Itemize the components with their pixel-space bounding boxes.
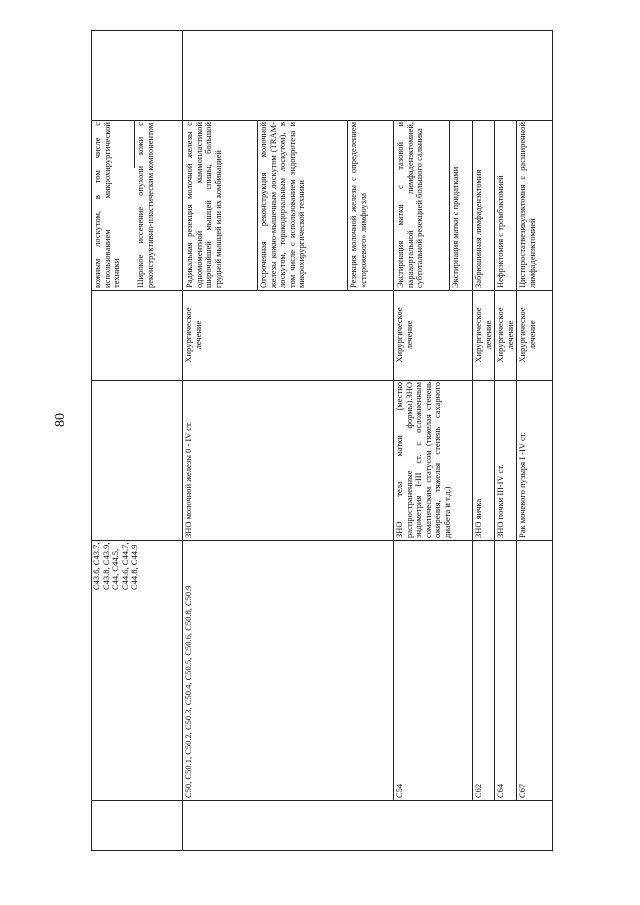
diagnosis-cell-c62: ЗНО яичка (473, 498, 483, 538)
page-number: 80 (53, 413, 68, 427)
codes-cell-c64: C64 (495, 783, 505, 798)
diagnosis-cell-c54: ЗНО тела матки (местно распространенные формы).ЗНО эндометрия I-III ст. с осложненным соматическим статусом (тяжелая степень ожирения, тяжелая степень сахарного диабета и т.д.) (394, 382, 452, 538)
diagnosis-cell-c50: ЗНО молочной железы 0 - IV ст. (183, 421, 193, 538)
method-cell-c54-2: Экстирпация матки с придатками (450, 166, 460, 288)
method-cell-c62: Забрюшинная лимфаденэктомия (473, 169, 483, 288)
method-cell-c50-2: Отсроченная реконструкция молочной железы кожно-мышечным лоскутом (TRAM-лоскутом, торакодорзальным лоскутом), в том числе с использованием эндопротеза и микрохирургической техники (258, 122, 306, 288)
method-cell-top-1: кожным лоскутом, в том числе с использованием микрохирургической техники (92, 122, 121, 288)
method-cell-c67: Цистпростатвезикулэктомия с расширенной лимфаденэктомией (517, 122, 537, 288)
treatment-cell-c62: Хирургическое лечение (473, 307, 493, 363)
codes-cell-c62: C62 (473, 783, 483, 798)
codes-cell-c67: C67 (517, 783, 527, 798)
method-cell-top-2: Широкое иссечение опухоли кожи с реконструктивно-пластическим компонентом (135, 122, 155, 288)
method-cell-c54-1: Экстирпация матки с тазовой и парааортальной лимфаденэктомией, субтотальной резекцией большого сальника (395, 122, 424, 288)
treatment-cell-c64: Хирургическое лечение (495, 307, 515, 363)
method-cell-c64: Нефрэктомия с тромбэктомией (495, 175, 505, 288)
method-cell-c50-1: Радикальная резекция молочной железы с одномоментной маммопластикой широчайшей мышцей спины, большой грудной мышцей или их комбинацией (184, 122, 223, 288)
codes-cell-c50: C50, C50.1, C50.2, C50.3, C50.4, C50.5, C50.6, C50.8, C50.9 (183, 585, 193, 798)
diagnosis-cell-c64: ЗНО почки III-IV ст. (495, 464, 505, 538)
treatment-cell-c54: Хирургическое лечение (394, 307, 414, 363)
treatment-cell-c67: Хирургическое лечение (517, 307, 537, 363)
method-cell-c50-3: Резекция молочной железы с определением «сторожевого» лимфоузла (348, 122, 368, 288)
treatment-cell-c50: Хирургическое лечение (183, 307, 203, 363)
codes-cell-top: C43.6, C43.7, C43.8, C43.9, C44, C44.5, C44.6, C44.7, C44.8, C44.9 (91, 542, 139, 590)
codes-cell-c54: C54 (394, 783, 404, 798)
diagnosis-cell-c67: Рак мочевого пузыря I -IV ст. (517, 432, 527, 538)
